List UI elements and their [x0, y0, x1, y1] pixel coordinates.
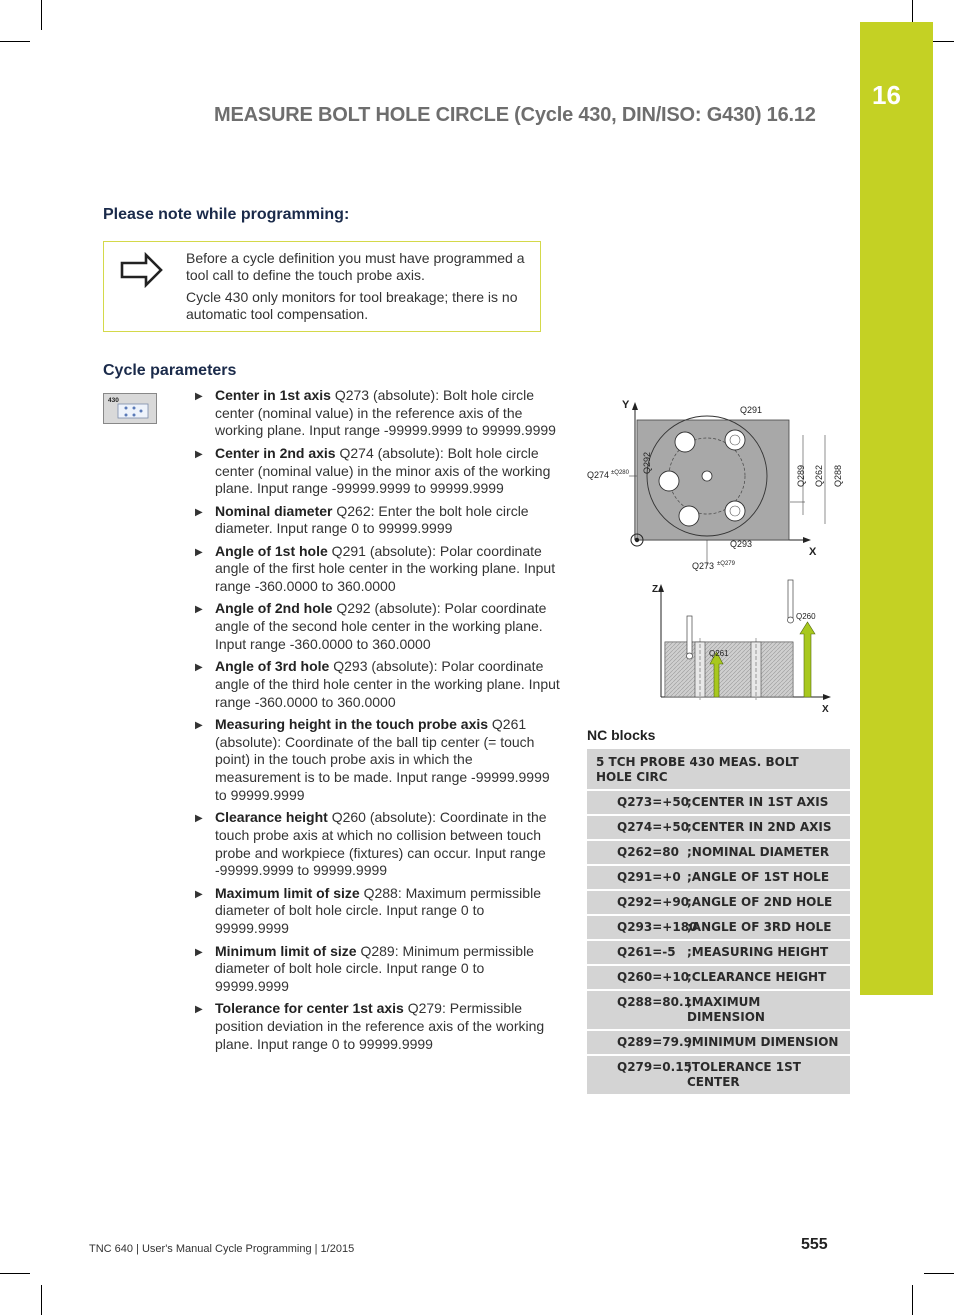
table-row: Q293=+180 ;ANGLE OF 3RD HOLE	[587, 916, 850, 941]
q273-label: Q273	[692, 561, 715, 571]
table-row: Q288=80.1 ;MAXIMUM DIMENSION	[587, 991, 850, 1031]
table-row: Q273=+50 ;CENTER IN 1ST AXIS	[587, 791, 850, 816]
nc-blocks-table	[587, 749, 850, 1096]
z-axis-label: Z	[652, 584, 659, 595]
side-view	[652, 580, 831, 715]
q260-label: Q260	[796, 612, 816, 621]
cycle-430-softkey	[103, 393, 157, 424]
q289-label: Q289	[796, 464, 806, 487]
q261-label: Q261	[709, 649, 729, 658]
q262-label: Q262	[814, 464, 824, 487]
param-item: ▶ Angle of 2nd hole Q292 (absolute): Polar coordinate angle of the second hole center in the working plane. Input range -360.0000 to 360.0000	[195, 600, 547, 652]
y-axis-label: Y	[622, 399, 630, 411]
param-item: ▶ Angle of 3rd hole Q293 (absolute): Polar coordinate angle of the third hole center in the working plane. Input range -360.0000 to 360.0000	[195, 658, 560, 710]
q292-label: Q292	[642, 451, 652, 474]
table-row: Q279=0.15 ;TOLERANCE 1ST CENTER	[587, 1056, 850, 1096]
table-row: Q292=+90 ;ANGLE OF 2ND HOLE	[587, 891, 850, 916]
parameter-list	[195, 387, 560, 1058]
param-item: ▶ Maximum limit of size Q288: Maximum permissible diameter of bolt hole circle. Input range 0 to 99999.9999	[195, 884, 541, 937]
arrow-right-icon	[118, 252, 164, 288]
note-box	[103, 241, 541, 332]
side-x-axis-label: X	[822, 704, 829, 715]
table-row: Q262=80 ;NOMINAL DIAMETER	[587, 841, 850, 866]
params-section-title: Cycle parameters	[103, 362, 237, 379]
q274-label: Q274	[587, 470, 610, 480]
note-item-1: Before a cycle definition you must have programmed a tool call to define the touch probe axis.	[186, 250, 525, 283]
param-item: ▶ Measuring height in the touch probe axis Q261 (absolute): Coordinate of the ball tip center (= touch point) in the touch probe axis in which the measurement is to be made. Input range -99999.9999 to 99999.9999	[195, 716, 550, 803]
note-section-title: Please note while programming:	[103, 206, 350, 223]
q273-tolerance-label: ±Q279	[717, 561, 735, 567]
table-row: Q291=+0 ;ANGLE OF 1ST HOLE	[587, 866, 850, 891]
param-item: ▶ Center in 2nd axis Q274 (absolute): Bolt hole circle center (nominal value) in the minor axis of the working plane. Input range -99999.9999 to 99999.9999	[195, 444, 551, 497]
page-number: 555	[801, 1236, 828, 1253]
nc-blocks-title: NC blocks	[587, 727, 656, 743]
cycle-diagram	[585, 390, 845, 720]
nc-head-row	[587, 749, 850, 791]
param-item: ▶ Nominal diameter Q262: Enter the bolt hole circle diameter. Input range 0 to 99999.9999	[195, 502, 529, 537]
table-row: Q261=-5 ;MEASURING HEIGHT	[587, 941, 850, 966]
param-item: ▶ Minimum limit of size Q289: Minimum permissible diameter of bolt hole circle. Input range 0 to 99999.9999	[195, 942, 534, 994]
param-item: ▶ Angle of 1st hole Q291 (absolute): Polar coordinate angle of the first hole center in the working plane. Input range -360.0000 to 360.0000	[195, 542, 556, 595]
x-axis-label: X	[809, 546, 817, 558]
q288-label: Q288	[833, 464, 843, 487]
top-view	[587, 399, 845, 571]
param-item: ▶ Tolerance for center 1st axis Q279: Permissible position deviation in the reference axis of the working plane. Input range 0 to 99999.9999	[195, 1000, 545, 1052]
chapter-tab	[860, 22, 933, 995]
table-row: Q289=79.9 ;MINIMUM DIMENSION	[587, 1031, 850, 1056]
page-header: MEASURE BOLT HOLE CIRCLE (Cycle 430, DIN/ISO: G430) 16.12	[214, 104, 816, 126]
note-item-2: Cycle 430 only monitors for tool breakage; there is no automatic tool compensation.	[186, 289, 518, 322]
q274-tolerance-label: ±Q280	[611, 470, 629, 476]
footer-text: TNC 640 | User's Manual Cycle Programming | 1/2015	[89, 1243, 355, 1255]
softkey-label: 430	[108, 397, 119, 404]
table-row: Q260=+10 ;CLEARANCE HEIGHT	[587, 966, 850, 991]
param-item: ▶ Clearance height Q260 (absolute): Coordinate in the touch probe axis at which no collision between touch probe and workpiece (fixtures) can occur. Input range -99999.9999 to 99999.9999	[195, 809, 547, 879]
q291-label: Q291	[740, 405, 763, 415]
param-item: ▶ Center in 1st axis Q273 (absolute): Bolt hole circle center (nominal value) in the reference axis of the working plane. Input range -99999.9999 to 99999.9999	[195, 387, 556, 439]
chapter-number: 16	[872, 80, 901, 110]
nc-head-text: 5 TCH PROBE 430 MEAS. BOLT HOLE CIRC	[596, 755, 799, 784]
table-row: Q274=+50 ;CENTER IN 2ND AXIS	[587, 816, 850, 841]
q293-label: Q293	[730, 539, 753, 549]
